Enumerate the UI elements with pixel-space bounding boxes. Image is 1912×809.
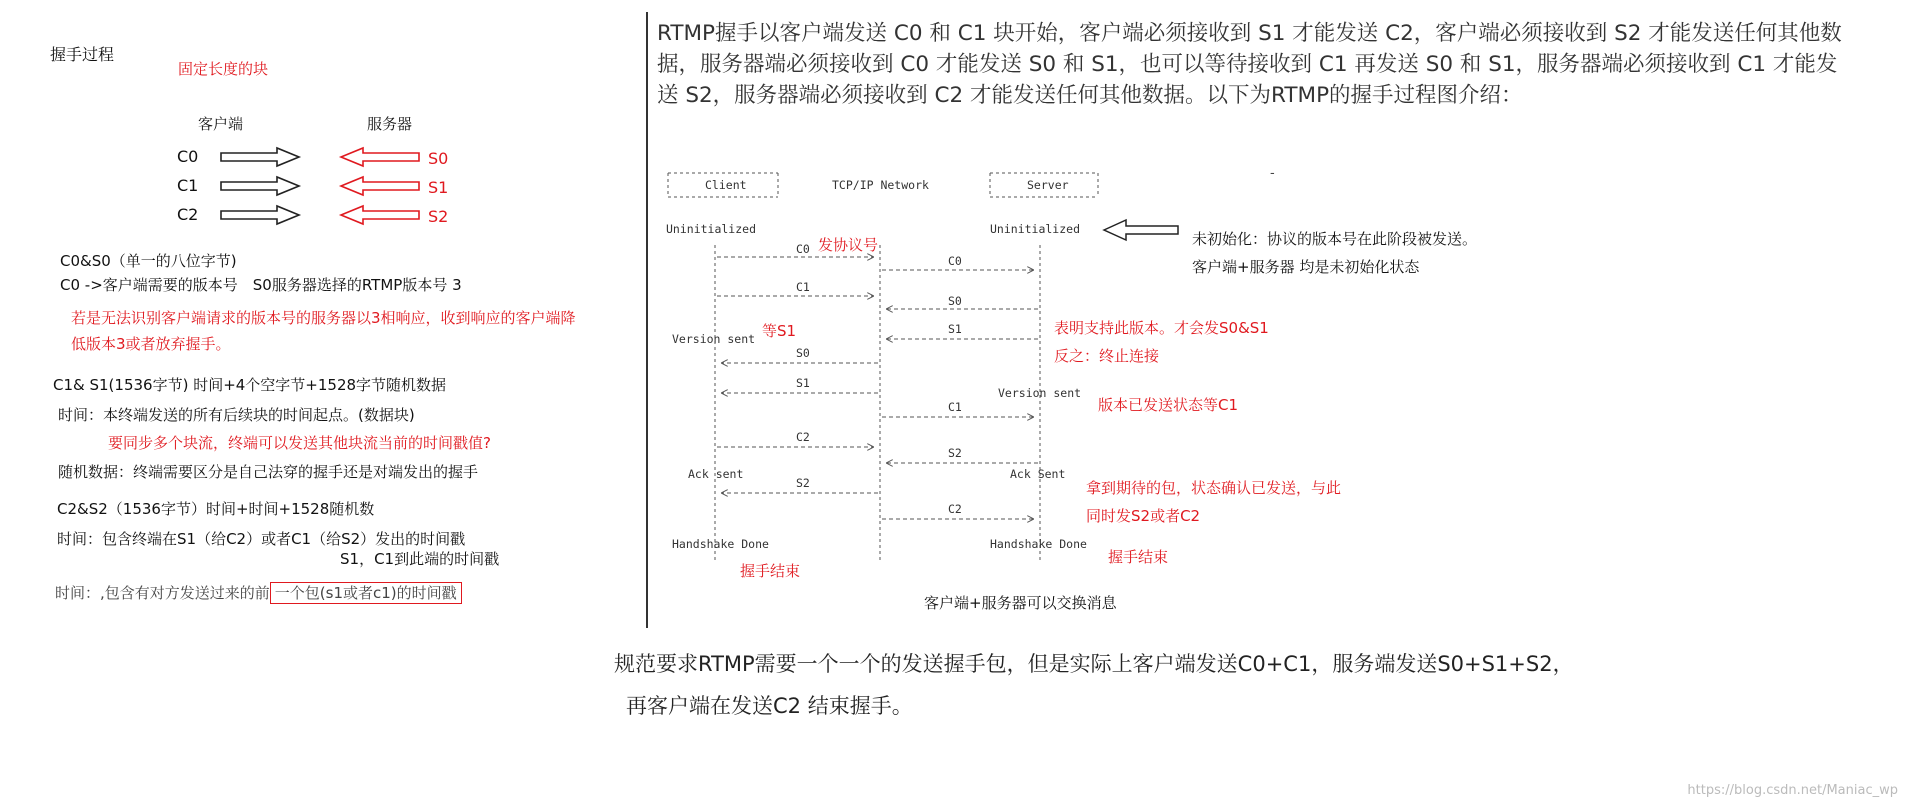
c0s0-title: C0&S0（单一的八位字节) bbox=[60, 252, 237, 270]
c0-arrow bbox=[221, 148, 299, 166]
ann-ack-2: 同时发S2或者C2 bbox=[1086, 507, 1201, 525]
time2-desc: 时间：包含终端在S1（给C2）或者C1（给S2）发出的时间戳 bbox=[57, 530, 466, 548]
client-arrows bbox=[221, 148, 299, 224]
label-s2-b: S2 bbox=[796, 476, 810, 490]
client-ack-sent: Ack sent bbox=[688, 467, 744, 481]
vertical-divider bbox=[646, 12, 648, 628]
client-version-sent: Version sent bbox=[672, 332, 756, 346]
network-header: TCP/IP Network bbox=[832, 178, 929, 192]
handshake-title: 握手过程 bbox=[50, 45, 115, 64]
red-note-version-2: 低版本3或者放弃握手。 bbox=[71, 335, 231, 353]
c0-label: C0 bbox=[177, 147, 199, 166]
c2s2-title: C2&S2（1536字节）时间+时间+1528随机数 bbox=[57, 500, 375, 518]
ann-version-sent: 版本已发送状态等C1 bbox=[1098, 396, 1239, 414]
watermark: https://blog.csdn.net/Maniac_wp bbox=[1687, 783, 1898, 798]
server-ack-sent: Ack Sent bbox=[1010, 467, 1066, 481]
ann-support-1: 表明支持此版本。才会发S0&S1 bbox=[1054, 319, 1269, 337]
client-uninit: Uninitialized bbox=[666, 222, 757, 236]
s1-label: S1 bbox=[428, 178, 449, 197]
handshake-sequence-diagram bbox=[660, 165, 1120, 565]
time3-prefix: 时间：,包含有对方发送过来的前 bbox=[55, 584, 270, 602]
server-arrows bbox=[341, 148, 419, 224]
c2-arrow bbox=[221, 206, 299, 224]
c1-arrow bbox=[221, 177, 299, 195]
bottom-line-2: 再客户端在发送C2 结束握手。 bbox=[626, 694, 913, 718]
server-handshake-done: Handshake Done bbox=[990, 537, 1087, 551]
label-c0-a: C0 bbox=[796, 242, 810, 256]
label-s1-a: S1 bbox=[948, 322, 962, 336]
fixed-block-note: 固定长度的块 bbox=[178, 60, 269, 78]
ann-uninit-2: 客户端+服务器 均是未初始化状态 bbox=[1192, 258, 1420, 276]
client-header: Client bbox=[705, 178, 747, 192]
dash-mark: - bbox=[1270, 166, 1275, 181]
label-s0-b: S0 bbox=[796, 346, 810, 360]
c1-label: C1 bbox=[177, 176, 199, 195]
intro-paragraph: RTMP握手以客户端发送 C0 和 C1 块开始，客户端必须接收到 S1 才能发送 C2，客户端必须接收到 S2 才能发送任何其他数据，服务器端必须接收到 C0 才能发送 S0 和 S1，也可以等待接收到 C1 再发送 S0 和 S1，服务器端必须接收到 C1 才能发送 S2，服务器端必须接收到 C2 才能发送任何其他数据。以下为RTMP的握手过程图介绍： bbox=[657, 21, 1842, 108]
s1-arrow bbox=[341, 177, 419, 195]
exchange-note: 客户端+服务器可以交换消息 bbox=[924, 594, 1117, 612]
ann-done-client: 握手结束 bbox=[740, 562, 801, 580]
server-label: 服务器 bbox=[367, 115, 413, 133]
random-desc: 随机数据：终端需要区分是自己法穿的握手还是对端发出的握手 bbox=[58, 463, 479, 481]
time3-line bbox=[55, 582, 462, 603]
label-s0-a: S0 bbox=[948, 294, 962, 308]
c1s1-title: C1& S1(1536字节) 时间+4个空字节+1528字节随机数据 bbox=[53, 376, 447, 394]
red-note-sync: 要同步多个块流，终端可以发送其他块流当前的时间戳值? bbox=[108, 434, 491, 452]
ann-support-2: 反之：终止连接 bbox=[1054, 347, 1160, 365]
time2-desc-b: S1，C1到此端的时间戳 bbox=[340, 550, 500, 568]
ann-wait-s1: 等S1 bbox=[762, 322, 797, 340]
red-note-version-1: 若是无法识别客户端请求的版本号的服务器以3相响应，收到响应的客户端降 bbox=[71, 309, 576, 327]
label-c0-b: C0 bbox=[948, 254, 962, 268]
time3-boxed: 一个包(s1或者c1)的时间戳 bbox=[270, 582, 462, 604]
label-c2-b: C2 bbox=[948, 502, 962, 516]
client-handshake-done: Handshake Done bbox=[672, 537, 769, 551]
diagram-messages bbox=[717, 257, 1038, 519]
label-s1-b: S1 bbox=[796, 376, 810, 390]
ann-ack-1: 拿到期待的包，状态确认已发送，与此 bbox=[1086, 479, 1342, 497]
server-uninit: Uninitialized bbox=[990, 222, 1081, 236]
label-c1-b: C1 bbox=[948, 400, 962, 414]
s2-arrow bbox=[341, 206, 419, 224]
ann-done-server: 握手结束 bbox=[1108, 548, 1169, 566]
server-header: Server bbox=[1027, 178, 1069, 192]
label-s2-a: S2 bbox=[948, 446, 962, 460]
ann-uninit-1: 未初始化：协议的版本号在此阶段被发送。 bbox=[1192, 230, 1478, 248]
server-version-sent: Version sent bbox=[998, 386, 1082, 400]
label-c1-a: C1 bbox=[796, 280, 810, 294]
c0s0-desc: C0 ->客户端需要的版本号 S0服务器选择的RTMP版本号 3 bbox=[60, 276, 462, 294]
s2-label: S2 bbox=[428, 207, 449, 226]
label-c2-a: C2 bbox=[796, 430, 810, 444]
ann-send-version: 发协议号 bbox=[818, 236, 879, 254]
c2-label: C2 bbox=[177, 205, 199, 224]
client-label: 客户端 bbox=[198, 115, 244, 133]
time-desc: 时间：本终端发送的所有后续块的时间起点。(数据块) bbox=[58, 406, 415, 424]
s0-label: S0 bbox=[428, 149, 449, 168]
bottom-line-1: 规范要求RTMP需要一个一个的发送握手包，但是实际上客户端发送C0+C1，服务端发送S0+S1+S2， bbox=[614, 652, 1574, 676]
handshake-arrows bbox=[215, 140, 425, 230]
uninit-pointer-arrow bbox=[1102, 218, 1180, 242]
s0-arrow bbox=[341, 148, 419, 166]
